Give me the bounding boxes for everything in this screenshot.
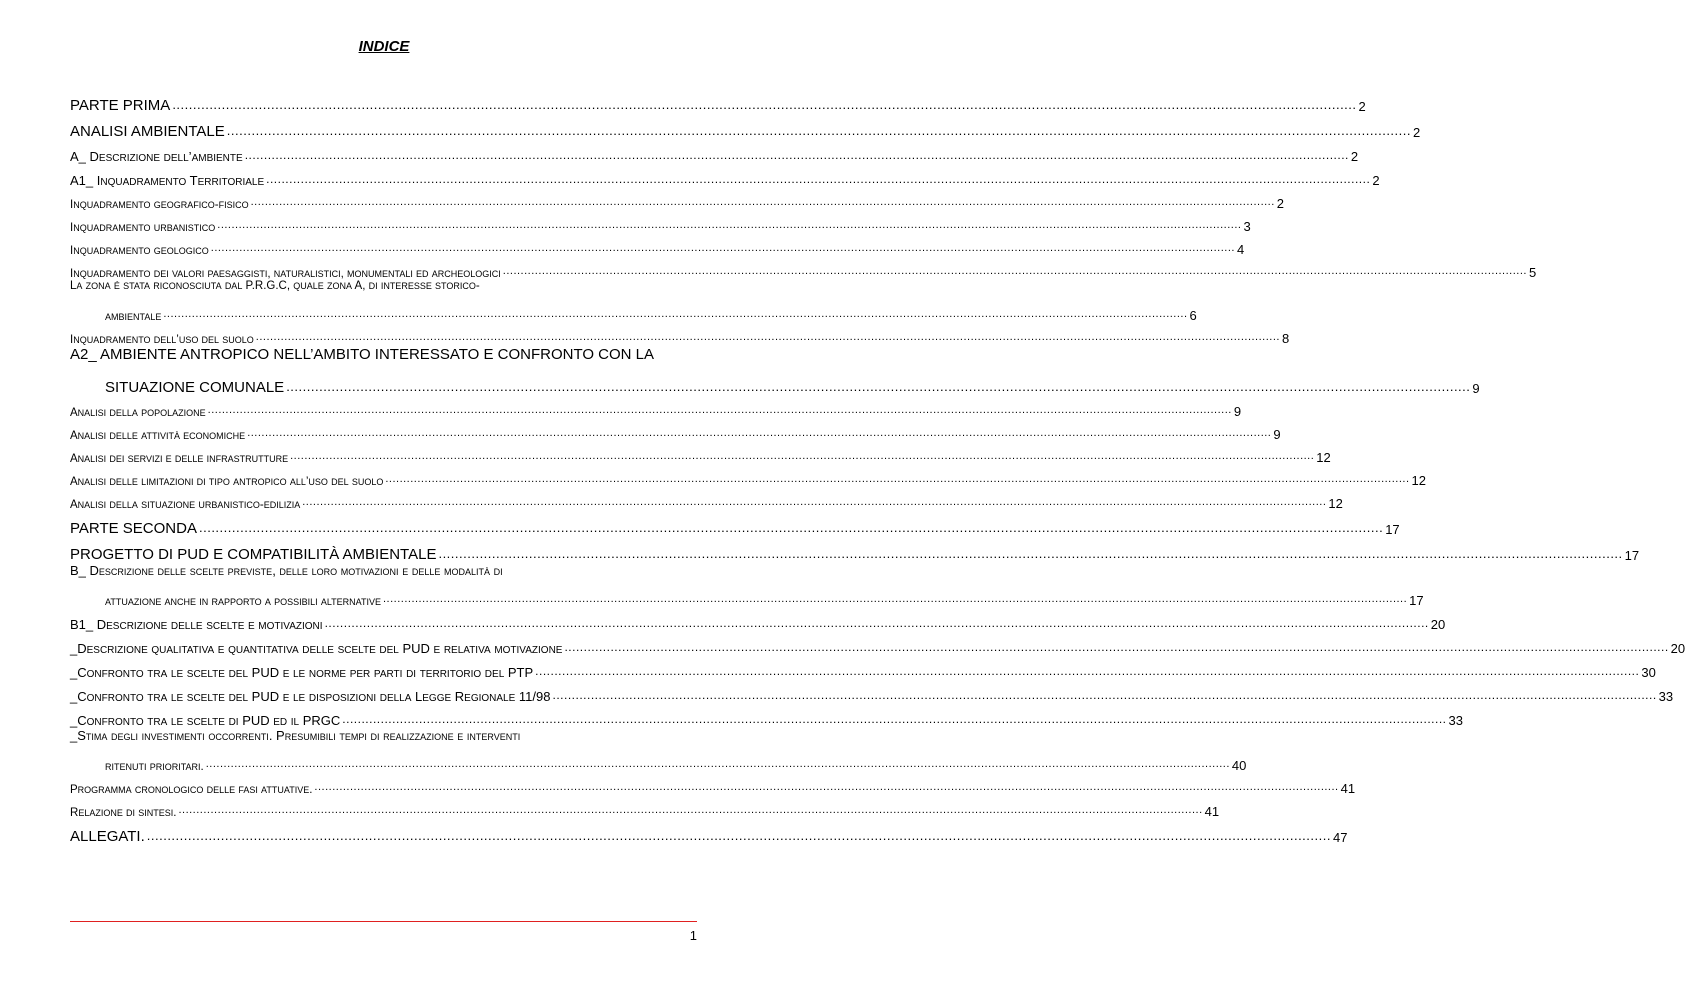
toc-entry-label: AMBIENTALE (105, 312, 162, 322)
toc-page-number: 2 (1276, 196, 1285, 211)
toc-page-number: 6 (1189, 308, 1197, 323)
toc-entry-label: _DESCRIZIONE QUALITATIVA E QUANTITATIVA DELLE SCELTE DEL PUD E RELATIVA MOTIVAZIONE (70, 641, 563, 656)
leader-dots (342, 713, 1446, 728)
toc-entry-allegati[interactable] (70, 819, 1348, 845)
leader-dots (206, 759, 1230, 773)
leader-dots (245, 149, 1349, 164)
toc-page-number: 2 (1372, 173, 1380, 188)
leader-dots (208, 405, 1232, 419)
toc-entry-label: INQUADRAMENTO DEI VALORI PAESAGGISTI, NATURALISTICI, MONUMENTALI ED ARCHEOLOGICI (70, 268, 501, 280)
toc-entry[interactable] (70, 796, 1220, 819)
toc-page-number: 2 (1412, 125, 1421, 140)
toc-entry[interactable] (70, 704, 1463, 728)
toc-entry-first-line[interactable] (70, 728, 697, 750)
toc-entry-label: _CONFRONTO TRA LE SCELTE DEL PUD E LE NORME PER PARTI DI TERRITORIO DEL PTP (70, 665, 534, 680)
toc-entry-label: INQUADRAMENTO URBANISTICO (70, 222, 216, 234)
toc-entry-label: LA ZONA É STATA RICONOSCIUTA DAL P.R.G.C, QUALE ZONA A, DI INTERESSE STORICO- (70, 280, 480, 292)
toc-entry-continuation[interactable] (70, 370, 1480, 396)
toc-page-number: 41 (1204, 804, 1220, 819)
toc-page-number: 2 (1358, 99, 1366, 114)
leader-dots (251, 197, 1275, 211)
toc-entry-label: RITENUTI PRIORITARI. (105, 761, 204, 773)
toc-entry-label: _CONFRONTO TRA LE SCELTE DEL PUD E LE DISPOSIZIONI DELLA LEGGE REGIONALE 11/98 (70, 689, 551, 704)
toc-entry[interactable] (70, 488, 1343, 511)
leader-dots (503, 266, 1527, 280)
toc-page-number: 9 (1472, 381, 1480, 396)
toc-entry-first-line[interactable] (70, 280, 697, 300)
leader-dots (147, 829, 1331, 845)
leader-dots (383, 594, 1407, 608)
toc-entry[interactable] (70, 323, 1290, 346)
toc-entry[interactable] (70, 396, 1242, 419)
toc-page-number: 33 (1448, 713, 1463, 728)
toc-page-number: 2 (1350, 149, 1359, 164)
toc-entry-continuation[interactable] (70, 585, 1424, 608)
toc-page-number: 20 (1430, 617, 1446, 632)
toc-entry-parte-prima[interactable] (70, 88, 1366, 114)
toc-entry-label: ANALISI AMBIENTALE (70, 123, 225, 140)
toc-entry-label: SITUAZIONE COMUNALE (105, 379, 285, 396)
toc-entry-label: PROGRAMMA CRONOLOGICO DELLE FASI ATTUATIVE. (70, 784, 313, 796)
toc-entry-label: ANALISI DELLA SITUAZIONE URBANISTICO-EDILIZIA (70, 499, 301, 511)
toc-page-number: 40 (1231, 758, 1247, 773)
index-title: INDICE (358, 38, 410, 55)
toc-entry-label: INQUADRAMENTO DELL’USO DEL SUOLO (70, 334, 254, 346)
leader-dots (302, 497, 1326, 511)
toc-entry-label: B1_ DESCRIZIONE DELLE SCELTE E MOTIVAZIONI (70, 617, 323, 632)
toc-page-number: 30 (1641, 665, 1656, 680)
toc-entry[interactable] (70, 465, 1426, 488)
leader-dots (199, 521, 1383, 537)
toc-entry[interactable] (70, 211, 1251, 234)
toc-entry-label: B_ DESCRIZIONE DELLE SCELTE PREVISTE, DELLE LORO MOTIVAZIONI E DELLE MODALITÀ DI (70, 563, 503, 578)
toc-entry-label: ATTUAZIONE ANCHE IN RAPPORTO A POSSIBILI ALTERNATIVE (105, 597, 381, 607)
leader-dots (314, 782, 1338, 796)
toc-entry-label: _STIMA DEGLI INVESTIMENTI OCCORRENTI. PRESUMIBILI TEMPI DI REALIZZAZIONE E INTERVENTI (70, 728, 521, 743)
leader-dots (385, 474, 1409, 488)
leader-dots (163, 309, 1187, 323)
toc-entry-label: A2_ AMBIENTE ANTROPICO NELL’AMBITO INTERESSATO E CONFRONTO CON LA (70, 346, 655, 363)
leader-dots (535, 665, 1639, 680)
toc-page-number: 20 (1670, 641, 1685, 656)
toc-entry-progetto[interactable] (70, 537, 1640, 563)
toc-entry-label: ANALISI DELLA POPOLAZIONE (70, 407, 206, 419)
toc-entry[interactable] (70, 442, 1331, 465)
leader-dots (286, 380, 1470, 396)
toc-entry[interactable] (70, 419, 1281, 442)
leader-dots (247, 428, 1271, 442)
toc-entry-label: _CONFRONTO TRA LE SCELTE DI PUD ED IL PRGC (70, 713, 341, 728)
toc-page-number: 9 (1273, 427, 1281, 442)
leader-dots (266, 173, 1370, 188)
toc-entry-parte-seconda[interactable] (70, 511, 1400, 537)
leader-dots (438, 547, 1622, 563)
toc-entry-label: ALLEGATI. (70, 828, 145, 845)
toc-entry-first-line[interactable] (70, 346, 697, 370)
toc-page-number: 4 (1236, 242, 1245, 257)
leader-dots (325, 617, 1429, 632)
toc-entry-label: ANALISI DEI SERVIZI E DELLE INFRASTRUTTURE (70, 453, 289, 465)
toc-page-number: 17 (1385, 522, 1400, 537)
toc-entry[interactable] (70, 257, 1537, 280)
toc-page-number: 17 (1624, 548, 1640, 563)
toc-entry[interactable] (70, 656, 1656, 680)
toc-page-number: 17 (1409, 593, 1424, 608)
toc-page-number: 8 (1281, 331, 1290, 346)
toc-page-number: 47 (1332, 830, 1348, 845)
toc-entry[interactable] (70, 773, 1356, 796)
toc-entry-label: RELAZIONE DI SINTESI. (70, 807, 177, 819)
footer-rule (70, 921, 697, 922)
toc-entry-label: PARTE PRIMA (70, 97, 171, 114)
toc-entry[interactable] (70, 234, 1245, 257)
toc-entry-label: PROGETTO DI PUD E COMPATIBILITÀ AMBIENTALE (70, 546, 437, 563)
toc-entry[interactable] (70, 632, 1685, 656)
leader-dots (217, 220, 1241, 234)
toc-page-number: 12 (1316, 450, 1331, 465)
toc-entry-b1[interactable] (70, 608, 1446, 632)
leader-dots (178, 805, 1202, 819)
leader-dots (256, 332, 1280, 346)
leader-dots (290, 451, 1314, 465)
toc-entry-a[interactable] (70, 140, 1359, 164)
toc-entry-label: INQUADRAMENTO GEOGRAFICO-FISICO (70, 199, 249, 211)
toc-entry-continuation[interactable] (70, 750, 1247, 773)
toc-entry-continuation[interactable] (70, 300, 1197, 323)
leader-dots (552, 689, 1656, 704)
toc-entry-analisi-ambientale[interactable] (70, 114, 1421, 140)
table-of-contents (70, 88, 1685, 845)
leader-dots (172, 98, 1356, 114)
leader-dots (227, 124, 1411, 140)
leader-dots (564, 641, 1668, 656)
toc-page-number: 33 (1658, 689, 1674, 704)
toc-entry-label: A_ DESCRIZIONE DELL’AMBIENTE (70, 149, 243, 164)
toc-entry-label: INQUADRAMENTO GEOLOGICO (70, 245, 209, 257)
toc-entry[interactable] (70, 680, 1674, 704)
toc-entry-label: ANALISI DELLE LIMITAZIONI DI TIPO ANTROPICO ALL’USO DEL SUOLO (70, 476, 384, 488)
toc-entry-first-line[interactable] (70, 563, 697, 585)
toc-page-number: 41 (1340, 781, 1356, 796)
toc-entry[interactable] (70, 188, 1285, 211)
toc-page-number: 3 (1243, 219, 1251, 234)
toc-entry-a1[interactable] (70, 164, 1380, 188)
toc-page-number: 12 (1328, 496, 1343, 511)
toc-entry-label: ANALISI DELLE ATTIVITÀ ECONOMICHE (70, 430, 246, 442)
toc-page-number: 9 (1233, 404, 1242, 419)
leader-dots (211, 243, 1235, 257)
toc-page-number: 5 (1528, 265, 1537, 280)
page-number: 1 (689, 928, 697, 943)
toc-page-number: 12 (1411, 473, 1426, 488)
toc-entry-label: A1_ INQUADRAMENTO TERRITORIALE (70, 173, 265, 188)
toc-entry-label: PARTE SECONDA (70, 520, 197, 537)
